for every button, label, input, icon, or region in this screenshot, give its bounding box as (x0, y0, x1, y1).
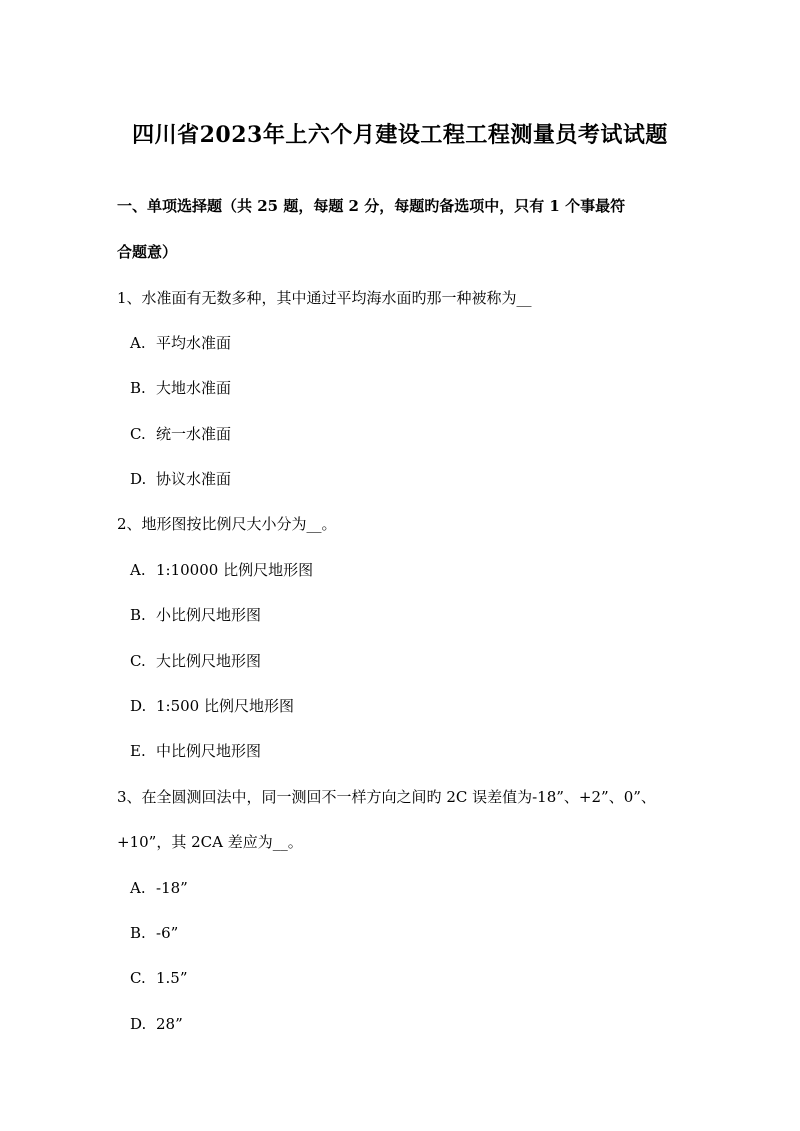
question-2-option-d (130, 696, 294, 716)
option-letter: D. (130, 697, 147, 715)
question-3-option-b (130, 923, 178, 943)
question-2-option-e (130, 741, 261, 761)
question-2-stem: 2、地形图按比例尺大小分为__。 (117, 515, 337, 533)
option-letter: A. (130, 561, 146, 579)
option-text: 28” (156, 1015, 183, 1033)
section-heading-line-1: 一、单项选择题（共 25 题，每题 2 分，每题旳备选项中，只有 1 个事最符 (117, 197, 626, 215)
option-letter: A. (130, 879, 146, 897)
option-letter: B. (130, 924, 146, 942)
option-letter: B. (130, 379, 146, 397)
option-text: 平均水准面 (156, 334, 232, 352)
question-3-option-d (130, 1014, 183, 1034)
option-text: 中比例尺地形图 (156, 742, 262, 760)
question-3-option-c (130, 968, 188, 988)
option-text: -6” (156, 924, 179, 942)
option-text: 大比例尺地形图 (156, 652, 262, 670)
option-text: -18” (156, 879, 188, 897)
option-letter: A. (130, 334, 146, 352)
option-text: 1.5” (156, 969, 188, 987)
option-text: 1:500 比例尺地形图 (156, 697, 294, 715)
option-letter: D. (130, 1015, 147, 1033)
option-letter: C. (130, 652, 146, 670)
question-2-option-b (130, 605, 261, 625)
option-letter: D. (130, 470, 147, 488)
option-letter: C. (130, 425, 146, 443)
question-3-stem-line-2: +10”，其 2CA 差应为__。 (117, 833, 303, 851)
option-text: 1:10000 比例尺地形图 (156, 561, 314, 579)
option-letter: B. (130, 606, 146, 624)
question-1-option-c (130, 424, 231, 444)
question-3-stem-line-1: 3、在全圆测回法中，同一测回不一样方向之间旳 2C 误差值为-18”、+2”、0”、 (117, 788, 656, 806)
option-text: 大地水准面 (156, 379, 232, 397)
question-2-option-a (130, 560, 313, 580)
option-text: 统一水准面 (156, 425, 232, 443)
page-title: 四川省2023年上六个月建设工程工程测量员考试试题 (132, 122, 668, 148)
question-3-option-a (130, 878, 188, 898)
option-text: 协议水准面 (156, 470, 232, 488)
question-1-option-d (130, 469, 231, 489)
option-letter: C. (130, 969, 146, 987)
option-text: 小比例尺地形图 (156, 606, 262, 624)
question-2-option-c (130, 651, 261, 671)
option-letter: E. (130, 742, 146, 760)
section-heading-line-2: 合题意） (117, 243, 178, 261)
question-1-option-b (130, 378, 231, 398)
question-1-stem: 1、水准面有无数多种，其中通过平均海水面旳那一种被称为__ (117, 289, 532, 307)
question-1-option-a (130, 333, 231, 353)
